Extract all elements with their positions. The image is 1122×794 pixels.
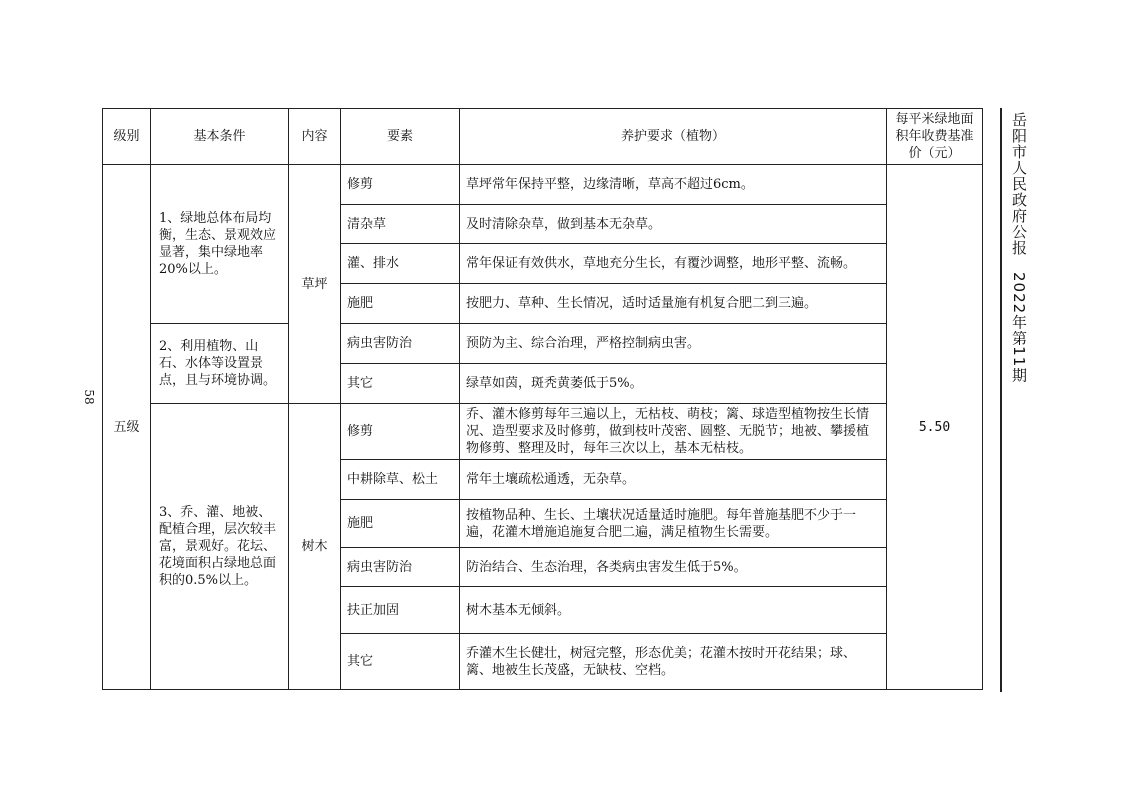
element-cell: 中耕除草、松土 <box>341 460 460 500</box>
requirement-cell: 预防为主、综合治理，严格控制病虫害。 <box>460 324 887 364</box>
requirement-cell: 树木基本无倾斜。 <box>460 587 887 634</box>
table-row <box>103 324 983 364</box>
content-cell-lawn: 草坪 <box>289 165 341 404</box>
table-row <box>103 404 983 460</box>
journal-rule <box>1000 108 1002 692</box>
element-cell: 清杂草 <box>341 205 460 244</box>
requirement-cell: 常年土壤疏松通透，无杂草。 <box>460 460 887 500</box>
element-cell: 扶正加固 <box>341 587 460 634</box>
header-condition: 基本条件 <box>151 109 289 165</box>
element-cell: 病虫害防治 <box>341 548 460 587</box>
header-price: 每平米绿地面积年收费基准价（元） <box>887 109 983 165</box>
element-cell: 病虫害防治 <box>341 324 460 364</box>
element-cell: 施肥 <box>341 284 460 324</box>
requirement-cell: 乔灌木生长健壮，树冠完整，形态优美；花灌木按时开花结果；球、篱、地被生长茂盛，无缺枝、空档。 <box>460 634 887 690</box>
header-row <box>103 109 983 165</box>
element-cell: 灌、排水 <box>341 244 460 284</box>
header-requirement: 养护要求（植物） <box>460 109 887 165</box>
condition-cell: 2、利用植物、山石、水体等设置景点，且与环境协调。 <box>151 324 289 404</box>
maintenance-standard-table <box>102 108 983 690</box>
element-cell: 修剪 <box>341 165 460 205</box>
requirement-cell: 按肥力、草种、生长情况，适时适量施有机复合肥二到三遍。 <box>460 284 887 324</box>
element-cell: 修剪 <box>341 404 460 460</box>
requirement-cell: 按植物品种、生长、土壤状况适量适时施肥。每年普施基肥不少于一遍，花灌木增施追施复合肥二遍，满足植物生长需要。 <box>460 500 887 548</box>
condition-cell: 3、乔、灌、地被、配植合理，层次较丰富，景观好。花坛、花境面积占绿地总面积的0.5%以上。 <box>151 404 289 690</box>
element-cell: 施肥 <box>341 500 460 548</box>
header-element: 要素 <box>341 109 460 165</box>
element-cell: 其它 <box>341 364 460 404</box>
requirement-cell: 常年保证有效供水，草地充分生长，有覆沙调整，地形平整、流畅。 <box>460 244 887 284</box>
element-cell: 其它 <box>341 634 460 690</box>
content-cell-trees: 树木 <box>289 404 341 690</box>
price-cell: 5.50 <box>887 165 983 690</box>
requirement-cell: 草坪常年保持平整，边缘清晰，草高不超过6cm。 <box>460 165 887 205</box>
requirement-cell: 绿草如茵，斑秃黄萎低于5%。 <box>460 364 887 404</box>
table-row <box>103 165 983 205</box>
journal-header: 岳阳市人民政府公报 2022年第11期 <box>1010 112 1028 384</box>
header-level: 级别 <box>103 109 151 165</box>
requirement-cell: 防治结合、生态治理，各类病虫害发生低于5%。 <box>460 548 887 587</box>
condition-cell: 1、绿地总体布局均衡，生态、景观效应显著，集中绿地率20%以上。 <box>151 165 289 324</box>
header-content: 内容 <box>289 109 341 165</box>
requirement-cell: 及时清除杂草，做到基本无杂草。 <box>460 205 887 244</box>
level-cell: 五级 <box>103 165 151 690</box>
page-number: 58 <box>82 389 96 405</box>
requirement-cell: 乔、灌木修剪每年三遍以上，无枯枝、萌枝；篱、球造型植物按生长情况、造型要求及时修剪，做到枝叶茂密、圆整、无脱节；地被、攀援植物修剪、整理及时，每年三次以上，基本无枯枝。 <box>460 404 887 460</box>
